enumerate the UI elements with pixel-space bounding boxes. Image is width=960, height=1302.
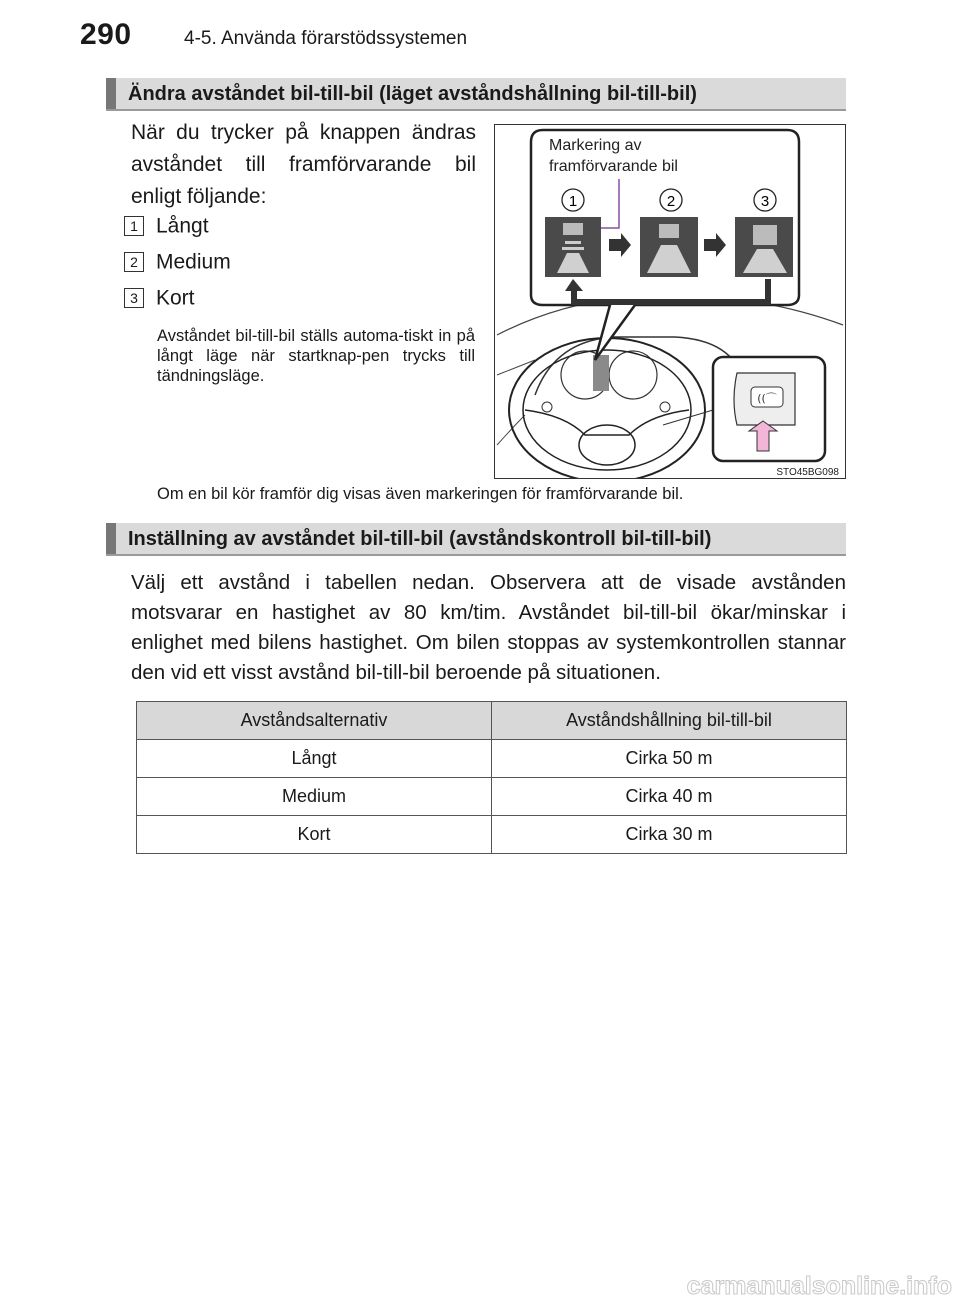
display-medium xyxy=(640,217,698,277)
table-cell: Cirka 30 m xyxy=(492,816,847,854)
table-header-cell: Avståndshållning bil-till-bil xyxy=(492,702,847,740)
step-number: 1 xyxy=(568,193,578,210)
heading-bar xyxy=(106,78,116,109)
section-heading-distance-mode xyxy=(106,78,846,111)
table-cell: Långt xyxy=(137,740,492,778)
table-cell: Cirka 50 m xyxy=(492,740,847,778)
steering-wheel-illustration xyxy=(494,124,846,479)
table-header-row xyxy=(137,702,847,740)
step-number: 3 xyxy=(760,193,770,210)
intro-text: När du trycker på knappen ändras avståndet till framförvarande bil enligt följande: xyxy=(131,121,476,208)
figure-code: STO45BG098 xyxy=(776,467,839,478)
table-cell: Medium xyxy=(137,778,492,816)
callout-text-line2: framförvarande bil xyxy=(549,158,678,175)
watermark-text: carmanualsonline.info xyxy=(686,1272,952,1300)
table-cell: Kort xyxy=(137,816,492,854)
item-label: Kort xyxy=(156,286,195,310)
heading-bar xyxy=(106,523,116,554)
item-number: 1 xyxy=(124,216,144,236)
watermark xyxy=(0,1270,960,1302)
section-heading-text: Ändra avståndet bil-till-bil (läget avståndshållning bil-till-bil) xyxy=(128,83,697,105)
display-long xyxy=(545,217,601,277)
item-label: Långt xyxy=(156,214,209,238)
list-item-medium xyxy=(124,250,231,280)
table-row xyxy=(137,740,847,778)
chapter-title: 4-5. Använda förarstödssystemen xyxy=(184,28,468,49)
body-paragraph: Välj ett avstånd i tabellen nedan. Observera att de visade avstånden motsvarar en hastighet av 80 km/tim. Avståndet bil-till-bil ökar/minskar i enlighet med bilens hastighet. Om bilen stoppas av systemkontrollen stannar den vid ett visst avstånd bil-till-bil beroende på situationen. xyxy=(131,571,846,684)
svg-text:((⌒: ((⌒ xyxy=(757,392,777,405)
distance-table xyxy=(136,701,847,854)
table-cell: Cirka 40 m xyxy=(492,778,847,816)
page-number: 290 xyxy=(80,18,132,51)
list-item-short xyxy=(124,286,195,316)
item-number: 3 xyxy=(124,288,144,308)
list-item-long xyxy=(124,214,209,244)
table-row xyxy=(137,816,847,854)
section-heading-distance-control xyxy=(106,523,846,556)
display-short xyxy=(735,217,793,277)
table-row xyxy=(137,778,847,816)
table-header-cell: Avståndsalternativ xyxy=(137,702,492,740)
item-label: Medium xyxy=(156,250,231,274)
illustration-svg xyxy=(495,125,845,478)
section-heading-text: Inställning av avståndet bil-till-bil (avståndskontroll bil-till-bil) xyxy=(128,528,712,550)
item-number: 2 xyxy=(124,252,144,272)
step-number: 2 xyxy=(666,193,676,210)
footnote-text: Om en bil kör framför dig visas även markeringen för framförvarande bil. xyxy=(157,485,684,503)
callout-text-line1: Markering av xyxy=(549,137,642,154)
note-text: Avståndet bil-till-bil ställs automa-tiskt in på långt läge när startknap-pen trycks till tändningsläge. xyxy=(157,327,475,385)
